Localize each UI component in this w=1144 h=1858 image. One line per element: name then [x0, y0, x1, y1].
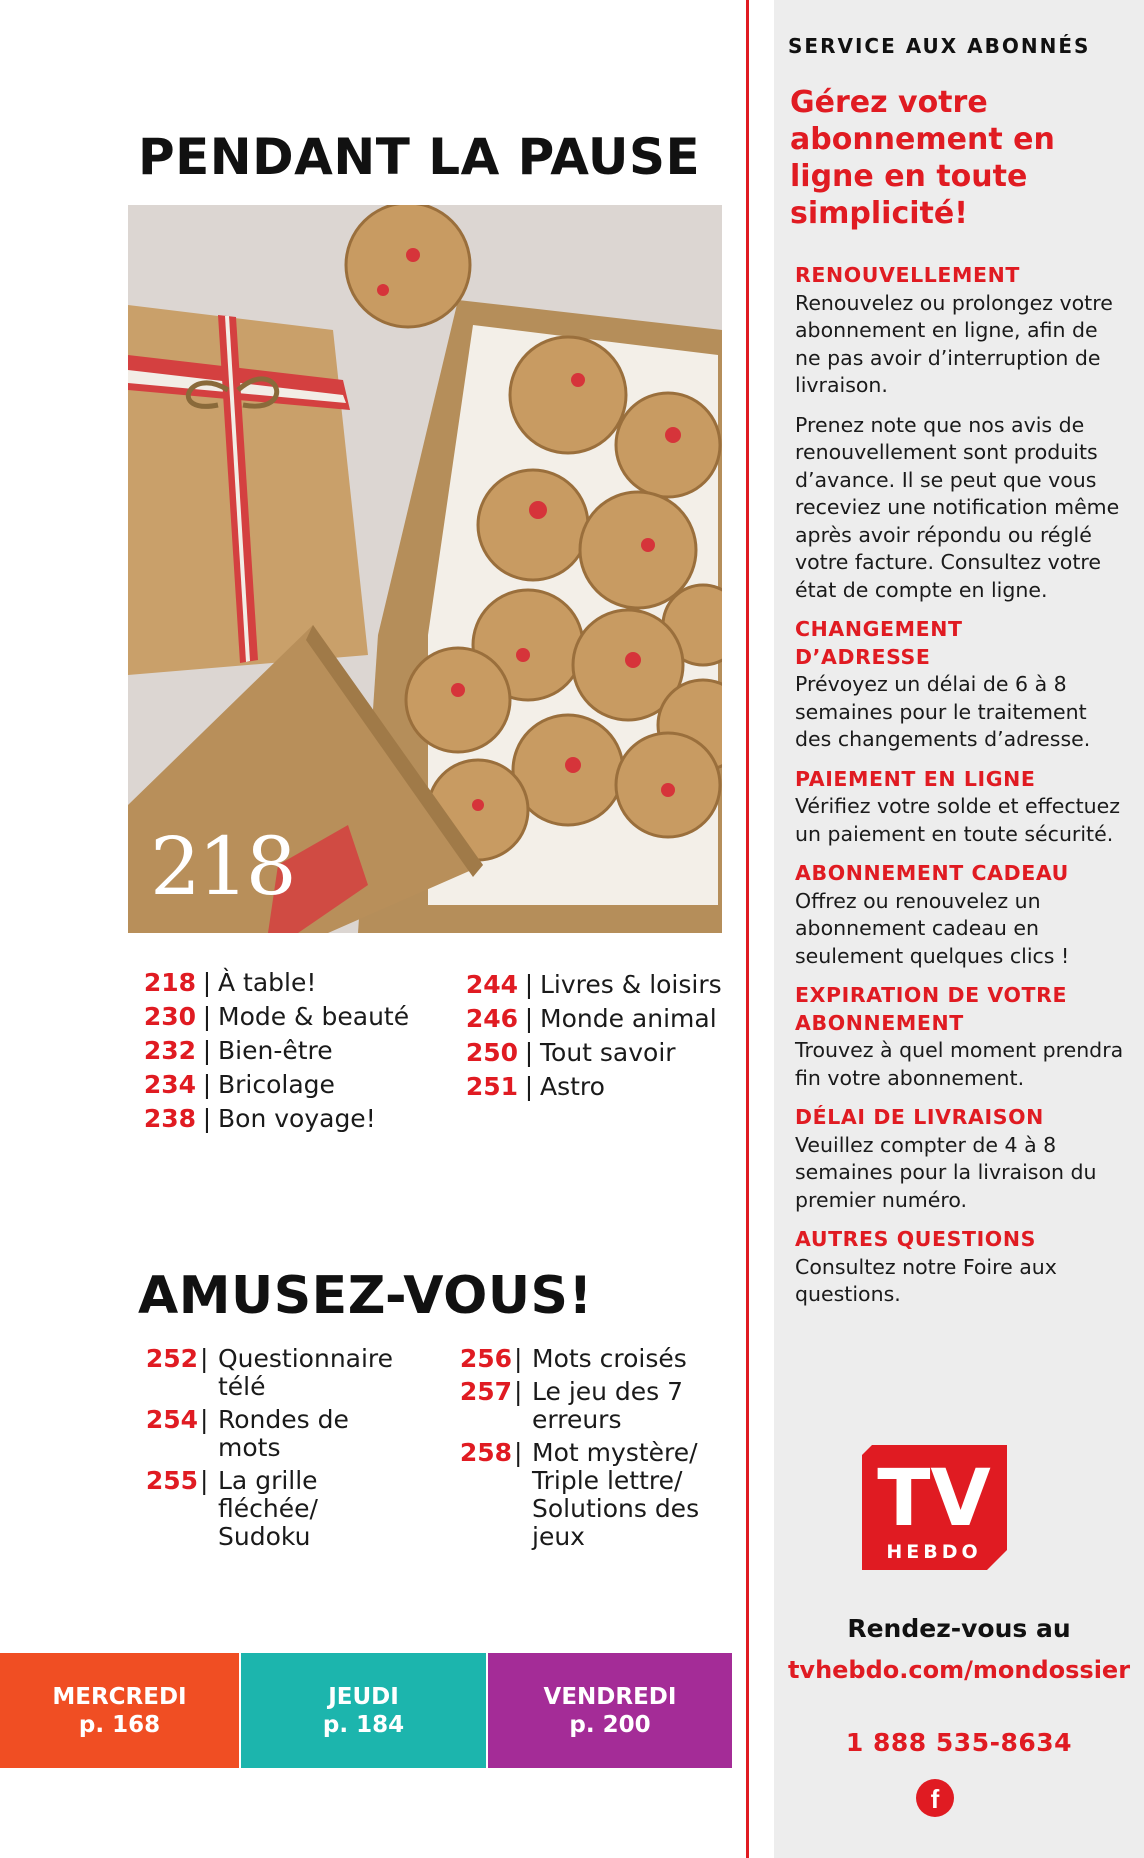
- toc-label: Monde animal: [540, 1004, 717, 1033]
- toc-page-number: 232: [143, 1036, 196, 1065]
- toc-page-number: 238: [143, 1104, 196, 1133]
- rendez-vous-text: Rendez-vous au: [847, 1614, 1071, 1643]
- day-page: p. 168: [78, 1711, 161, 1738]
- toc-page-number: 257: [459, 1377, 512, 1406]
- cookie-gift-photo: [128, 205, 722, 933]
- service-item-paiement: [795, 766, 1125, 849]
- pause-toc-column-1: [132, 966, 409, 1136]
- toc-page-number: 230: [143, 1002, 196, 1031]
- logo-sub-text: HEBDO: [886, 1541, 982, 1563]
- day-tab-jeudi[interactable]: [241, 1653, 486, 1768]
- service-item-expiration: [795, 982, 1125, 1092]
- day-page: p. 200: [569, 1711, 651, 1738]
- service-item-title: CHANGEMENT D’ADRESSE: [795, 617, 963, 669]
- day-label: VENDREDI: [543, 1683, 677, 1710]
- toc-page-number: 246: [465, 1004, 518, 1033]
- toc-page-number: 234: [143, 1070, 196, 1099]
- toc-entry[interactable]: 244 | Livres & loisirs: [450, 968, 722, 1002]
- service-item-title: PAIEMENT EN LIGNE: [795, 766, 1036, 791]
- service-item-body: Prévoyez un délai de 6 à 8 semaines pour le traitement des changements d’adresse.: [795, 672, 1091, 751]
- day-label: JEUDI: [328, 1683, 399, 1710]
- service-item-note: Prenez note que nos avis de renouvellement sont produits d’avance. Il se peut que vous receviez une notification même après avoir répondu ou réglé votre facture. Consultez votre état de compte en ligne.: [795, 412, 1120, 602]
- section-title-pause: PENDANT LA PAUSE: [138, 128, 701, 186]
- toc-label: Rondes de mots: [218, 1405, 349, 1462]
- toc-entry[interactable]: 251 | Astro: [450, 1070, 722, 1104]
- toc-page-number: 244: [465, 970, 518, 999]
- amusez-toc-column-1: [136, 1345, 406, 1556]
- toc-label: Mode & beauté: [218, 1002, 410, 1031]
- day-tab-mercredi[interactable]: [0, 1653, 239, 1768]
- day-navigation-bar: [0, 1653, 732, 1768]
- service-item-body: Renouvelez ou prolongez votre abonnement en ligne, afin de ne pas avoir d’interruption de livraison.: [795, 290, 1113, 397]
- toc-label: Astro: [540, 1072, 605, 1101]
- toc-entry[interactable]: 234 | Bricolage: [132, 1068, 409, 1102]
- toc-entry[interactable]: 256 | Mots croisés: [450, 1345, 740, 1373]
- toc-label: Tout savoir: [540, 1038, 676, 1067]
- toc-page-number: 256: [459, 1344, 512, 1373]
- service-item-cadeau: [795, 860, 1125, 970]
- panel-header: SERVICE AUX ABONNÉS: [788, 34, 1091, 58]
- logo-main-text: TV: [877, 1454, 991, 1544]
- service-item-body: Veuillez compter de 4 à 8 semaines pour la livraison du premier numéro.: [795, 1132, 1097, 1212]
- panel-tagline: Gérez votre abonnement en ligne en toute simplicité!: [790, 85, 1055, 231]
- toc-label: Mots croisés: [532, 1344, 687, 1373]
- toc-entry[interactable]: 254 | Rondes de mots: [136, 1406, 406, 1462]
- subscriber-service-panel: [774, 0, 1144, 1858]
- subscriber-url-link[interactable]: tvhebdo.com/mondossier: [787, 1656, 1131, 1684]
- toc-label: Bien-être: [218, 1036, 333, 1065]
- toc-page-number: 254: [145, 1405, 198, 1434]
- phone-number[interactable]: 1 888 535-8634: [845, 1728, 1073, 1757]
- day-tab-vendredi[interactable]: [488, 1653, 732, 1768]
- toc-label: À table!: [218, 968, 317, 997]
- service-item-autres: [795, 1226, 1125, 1309]
- service-item-body: Vérifiez votre solde et effectuez un paiement en toute sécurité.: [795, 794, 1121, 846]
- day-label: MERCREDI: [52, 1683, 187, 1710]
- photo-page-number: 218: [150, 820, 294, 913]
- service-item-title: ABONNEMENT CADEAU: [795, 861, 1069, 885]
- toc-page-number: 255: [145, 1466, 198, 1495]
- service-item-renouvellement: [795, 262, 1125, 604]
- toc-page-number: 218: [143, 968, 196, 997]
- toc-page-number: 251: [465, 1072, 518, 1101]
- amusez-toc-column-2: [450, 1345, 740, 1556]
- toc-label: La grille fléchée/ Sudoku: [218, 1466, 318, 1551]
- tv-hebdo-logo: [862, 1445, 1007, 1570]
- toc-page-number: 250: [465, 1038, 518, 1067]
- toc-page-number: 252: [145, 1344, 198, 1373]
- toc-entry[interactable]: 232 | Bien-être: [132, 1034, 409, 1068]
- service-item-title: AUTRES QUESTIONS: [795, 1227, 1036, 1251]
- toc-entry[interactable]: 257 | Le jeu des 7 erreurs: [450, 1378, 700, 1434]
- toc-label: Le jeu des 7 erreurs: [532, 1377, 684, 1434]
- toc-entry[interactable]: 238 | Bon voyage!: [132, 1102, 409, 1136]
- toc-entry[interactable]: 246 | Monde animal: [450, 1002, 722, 1036]
- day-page: p. 184: [322, 1711, 405, 1738]
- toc-label: Bricolage: [218, 1070, 335, 1099]
- service-item-delai: [795, 1104, 1125, 1214]
- service-item-body: Trouvez à quel moment prendra fin votre abonnement.: [795, 1038, 1124, 1090]
- toc-page-number: 258: [459, 1438, 512, 1467]
- section-title-amusez: AMUSEZ-VOUS!: [138, 1266, 593, 1326]
- toc-label: Mot mystère/ Triple lettre/ Solutions des jeux: [532, 1438, 700, 1551]
- service-item-changement-adresse: [795, 616, 1125, 754]
- service-item-title: RENOUVELLEMENT: [795, 263, 1020, 287]
- service-item-body: Consultez notre Foire aux questions.: [795, 1254, 1057, 1306]
- toc-entry[interactable]: 258 | Mot mystère/ Triple lettre/ Solutions des jeux: [450, 1439, 720, 1551]
- service-items: [795, 262, 1125, 1321]
- toc-label: Bon voyage!: [218, 1104, 376, 1133]
- toc-label: Livres & loisirs: [540, 970, 722, 999]
- toc-entry[interactable]: 252 | Questionnaire télé: [136, 1345, 406, 1401]
- service-item-body: Offrez ou renouvelez un abonnement cadeau en seulement quelques clics !: [795, 888, 1070, 968]
- column-divider: [746, 0, 749, 1858]
- toc-entry[interactable]: 255 | La grille fléchée/ Sudoku: [136, 1467, 356, 1551]
- toc-label: Questionnaire télé: [218, 1344, 394, 1401]
- toc-entry[interactable]: 218 | À table!: [132, 966, 409, 1000]
- toc-entry[interactable]: 250 | Tout savoir: [450, 1036, 722, 1070]
- pause-toc-column-2: [450, 968, 722, 1104]
- service-item-title: EXPIRATION DE VOTRE ABONNEMENT: [795, 983, 1068, 1035]
- facebook-icon[interactable]: f: [916, 1779, 954, 1817]
- service-item-title: DÉLAI DE LIVRAISON: [795, 1105, 1044, 1129]
- toc-entry[interactable]: 230 | Mode & beauté: [132, 1000, 409, 1034]
